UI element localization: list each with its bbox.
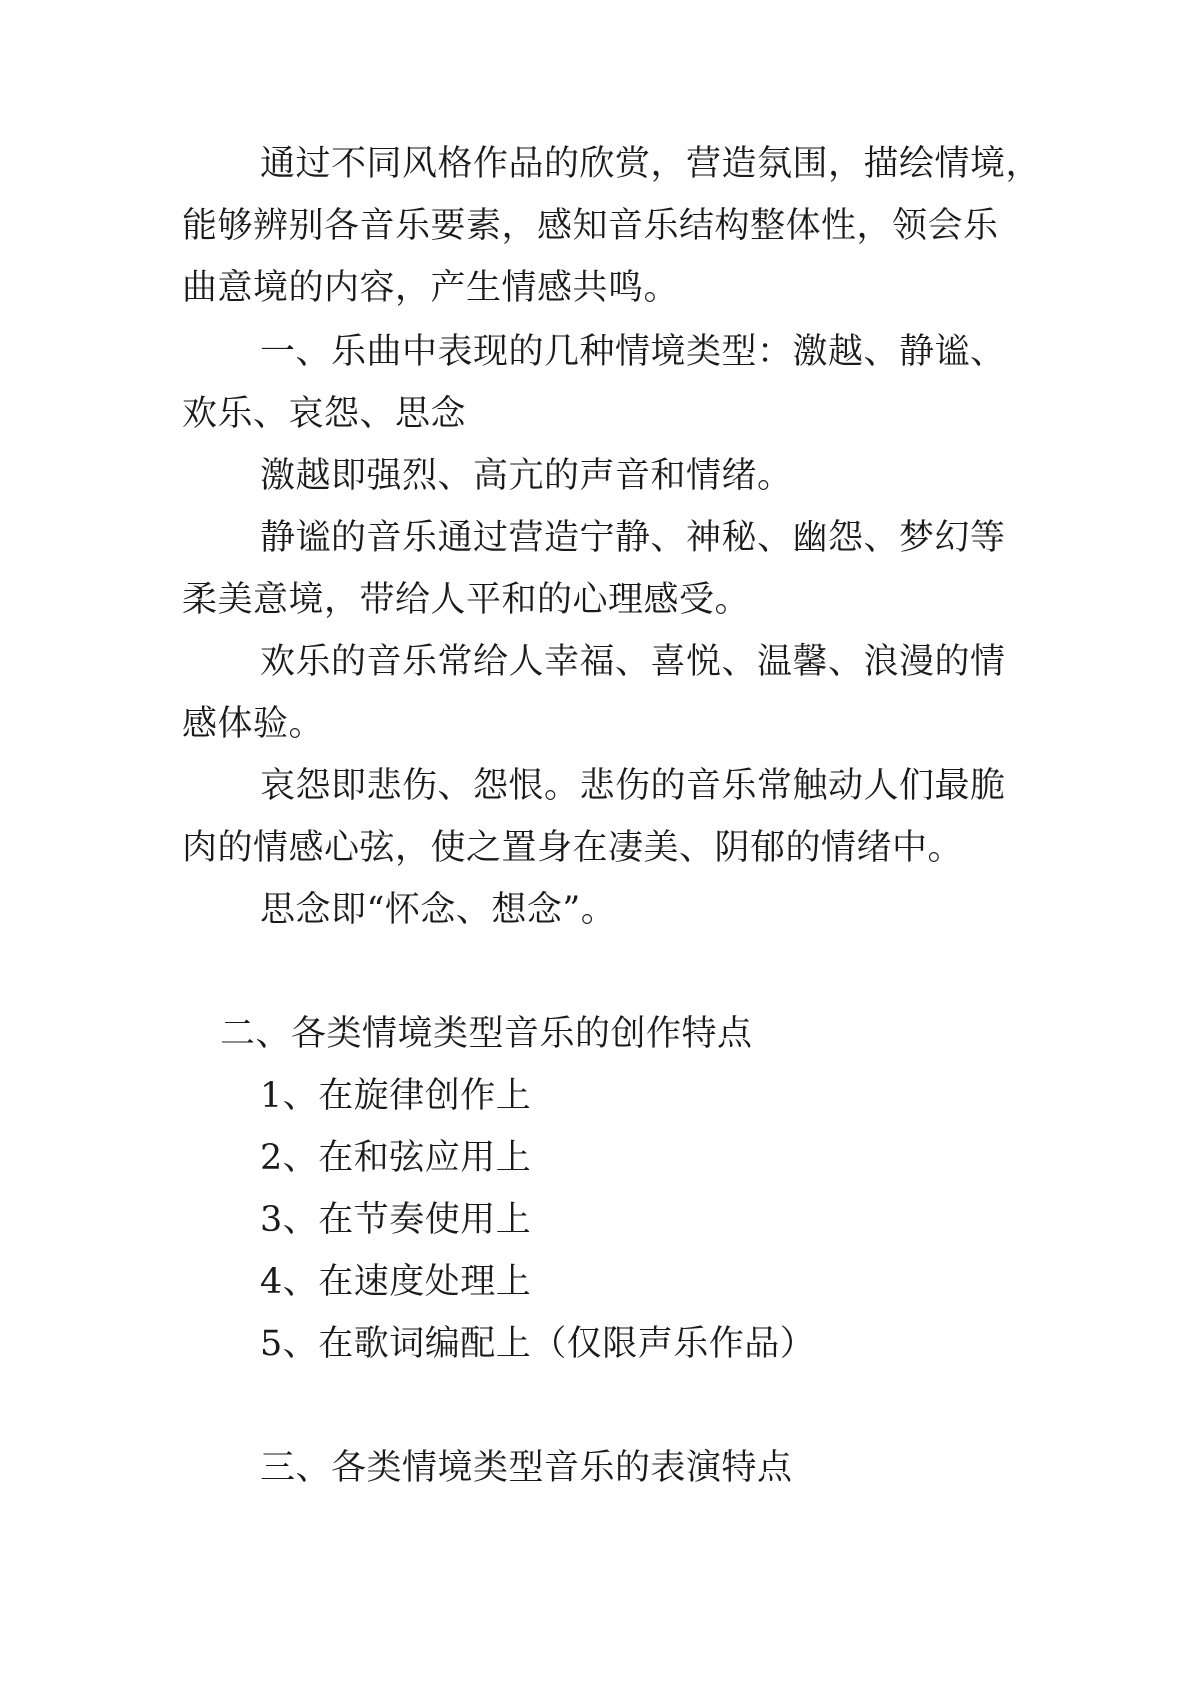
paragraph-jingmi-line-1: 静谧的音乐通过营造宁静、神秘、幽怨、梦幻等 (260, 518, 1006, 558)
paragraph-sinian: 思念即“怀念、想念”。 (260, 890, 617, 930)
section2-item-3: 3、在节奏使用上 (260, 1200, 532, 1240)
section2-heading: 二、各类情境类型音乐的创作特点 (220, 1014, 753, 1054)
paragraph-aiyuan-line-1: 哀怨即悲伤、怨恨。悲伤的音乐常触动人们最脆 (260, 766, 1006, 806)
section2-item-4: 4、在速度处理上 (260, 1262, 532, 1302)
section1-heading-line-1: 一、乐曲中表现的几种情境类型：激越、静谧、 (260, 332, 1006, 372)
section2-item-1: 1、在旋律创作上 (260, 1076, 532, 1116)
intro-line-2: 能够辨别各音乐要素，感知音乐结构整体性，领会乐 (182, 206, 999, 246)
paragraph-jiyue: 激越即强烈、高亢的声音和情绪。 (260, 456, 793, 496)
paragraph-aiyuan-line-2: 肉的情感心弦，使之置身在凄美、阴郁的情绪中。 (182, 828, 964, 868)
intro-line-3: 曲意境的内容，产生情感共鸣。 (182, 268, 680, 308)
paragraph-jingmi-line-2: 柔美意境，带给人平和的心理感受。 (182, 580, 751, 620)
paragraph-huanle-line-1: 欢乐的音乐常给人幸福、喜悦、温馨、浪漫的情 (260, 642, 1006, 682)
section3-heading: 三、各类情境类型音乐的表演特点 (260, 1448, 793, 1488)
section2-item-5: 5、在歌词编配上（仅限声乐作品） (260, 1324, 816, 1364)
section1-heading-line-2: 欢乐、哀怨、思念 (182, 394, 467, 434)
section2-item-2: 2、在和弦应用上 (260, 1138, 532, 1178)
paragraph-huanle-line-2: 感体验。 (182, 704, 325, 744)
intro-line-1: 通过不同风格作品的欣赏，营造氛围，描绘情境， (260, 144, 1042, 184)
